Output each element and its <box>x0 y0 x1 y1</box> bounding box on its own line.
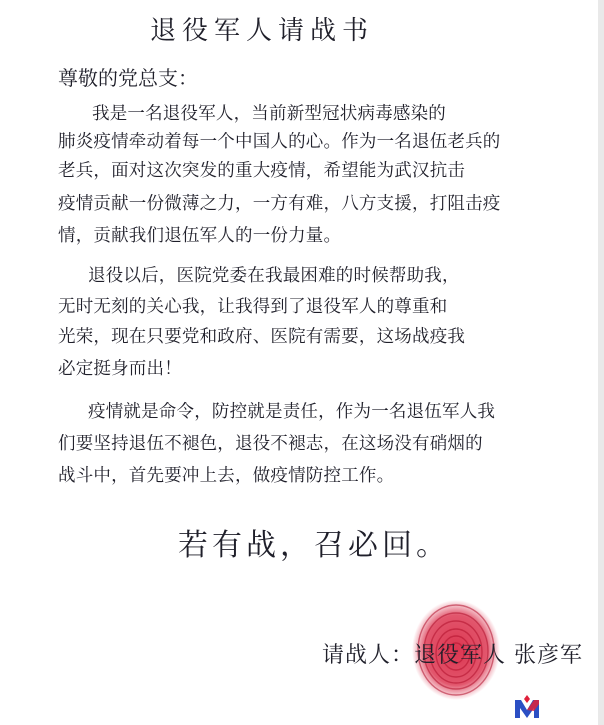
letter-title: 退役军人请战书 <box>150 16 375 46</box>
letter-line-12: 战斗中，首先要冲上去，做疫情防控工作。 <box>58 466 395 486</box>
letter-line-7: 无时无刻的关心我，让我得到了退役军人的尊重和 <box>58 297 448 317</box>
page-edge <box>598 0 604 725</box>
letter-slogan: 若有战，召必回。 <box>178 528 450 563</box>
letter-line-5: 情，贡献我们退伍军人的一份力量。 <box>58 226 342 246</box>
letter-line-4: 疫情贡献一份微薄之力，一方有难，八方支援，打阻击疫 <box>58 194 501 214</box>
letter-greeting: 尊敬的党总支： <box>58 66 198 90</box>
letter-line-6: 退役以后，医院党委在我最困难的时候帮助我， <box>88 266 460 286</box>
letter-line-3: 老兵，面对这次突发的重大疫情，希望能为武汉抗击 <box>58 161 466 181</box>
publisher-logo <box>513 694 541 720</box>
letter-line-2: 肺炎疫情牵动着每一个中国人的心。作为一名退伍老兵的 <box>58 132 501 152</box>
letter-line-11: 们要坚持退伍不褪色，退役不褪志，在这场没有硝烟的 <box>58 434 483 454</box>
letter-line-9: 必定挺身而出！ <box>58 359 182 379</box>
letter-line-1: 我是一名退役军人，当前新型冠状病毒感染的 <box>92 104 446 124</box>
letter-line-8: 光荣，现在只要党和政府、医院有需要，这场战疫我 <box>58 327 466 347</box>
letter-signature: 请战人：退役军人 张彦军 <box>322 643 583 668</box>
letter-line-10: 疫情就是命令，防控就是责任，作为一名退伍军人我 <box>88 402 496 422</box>
